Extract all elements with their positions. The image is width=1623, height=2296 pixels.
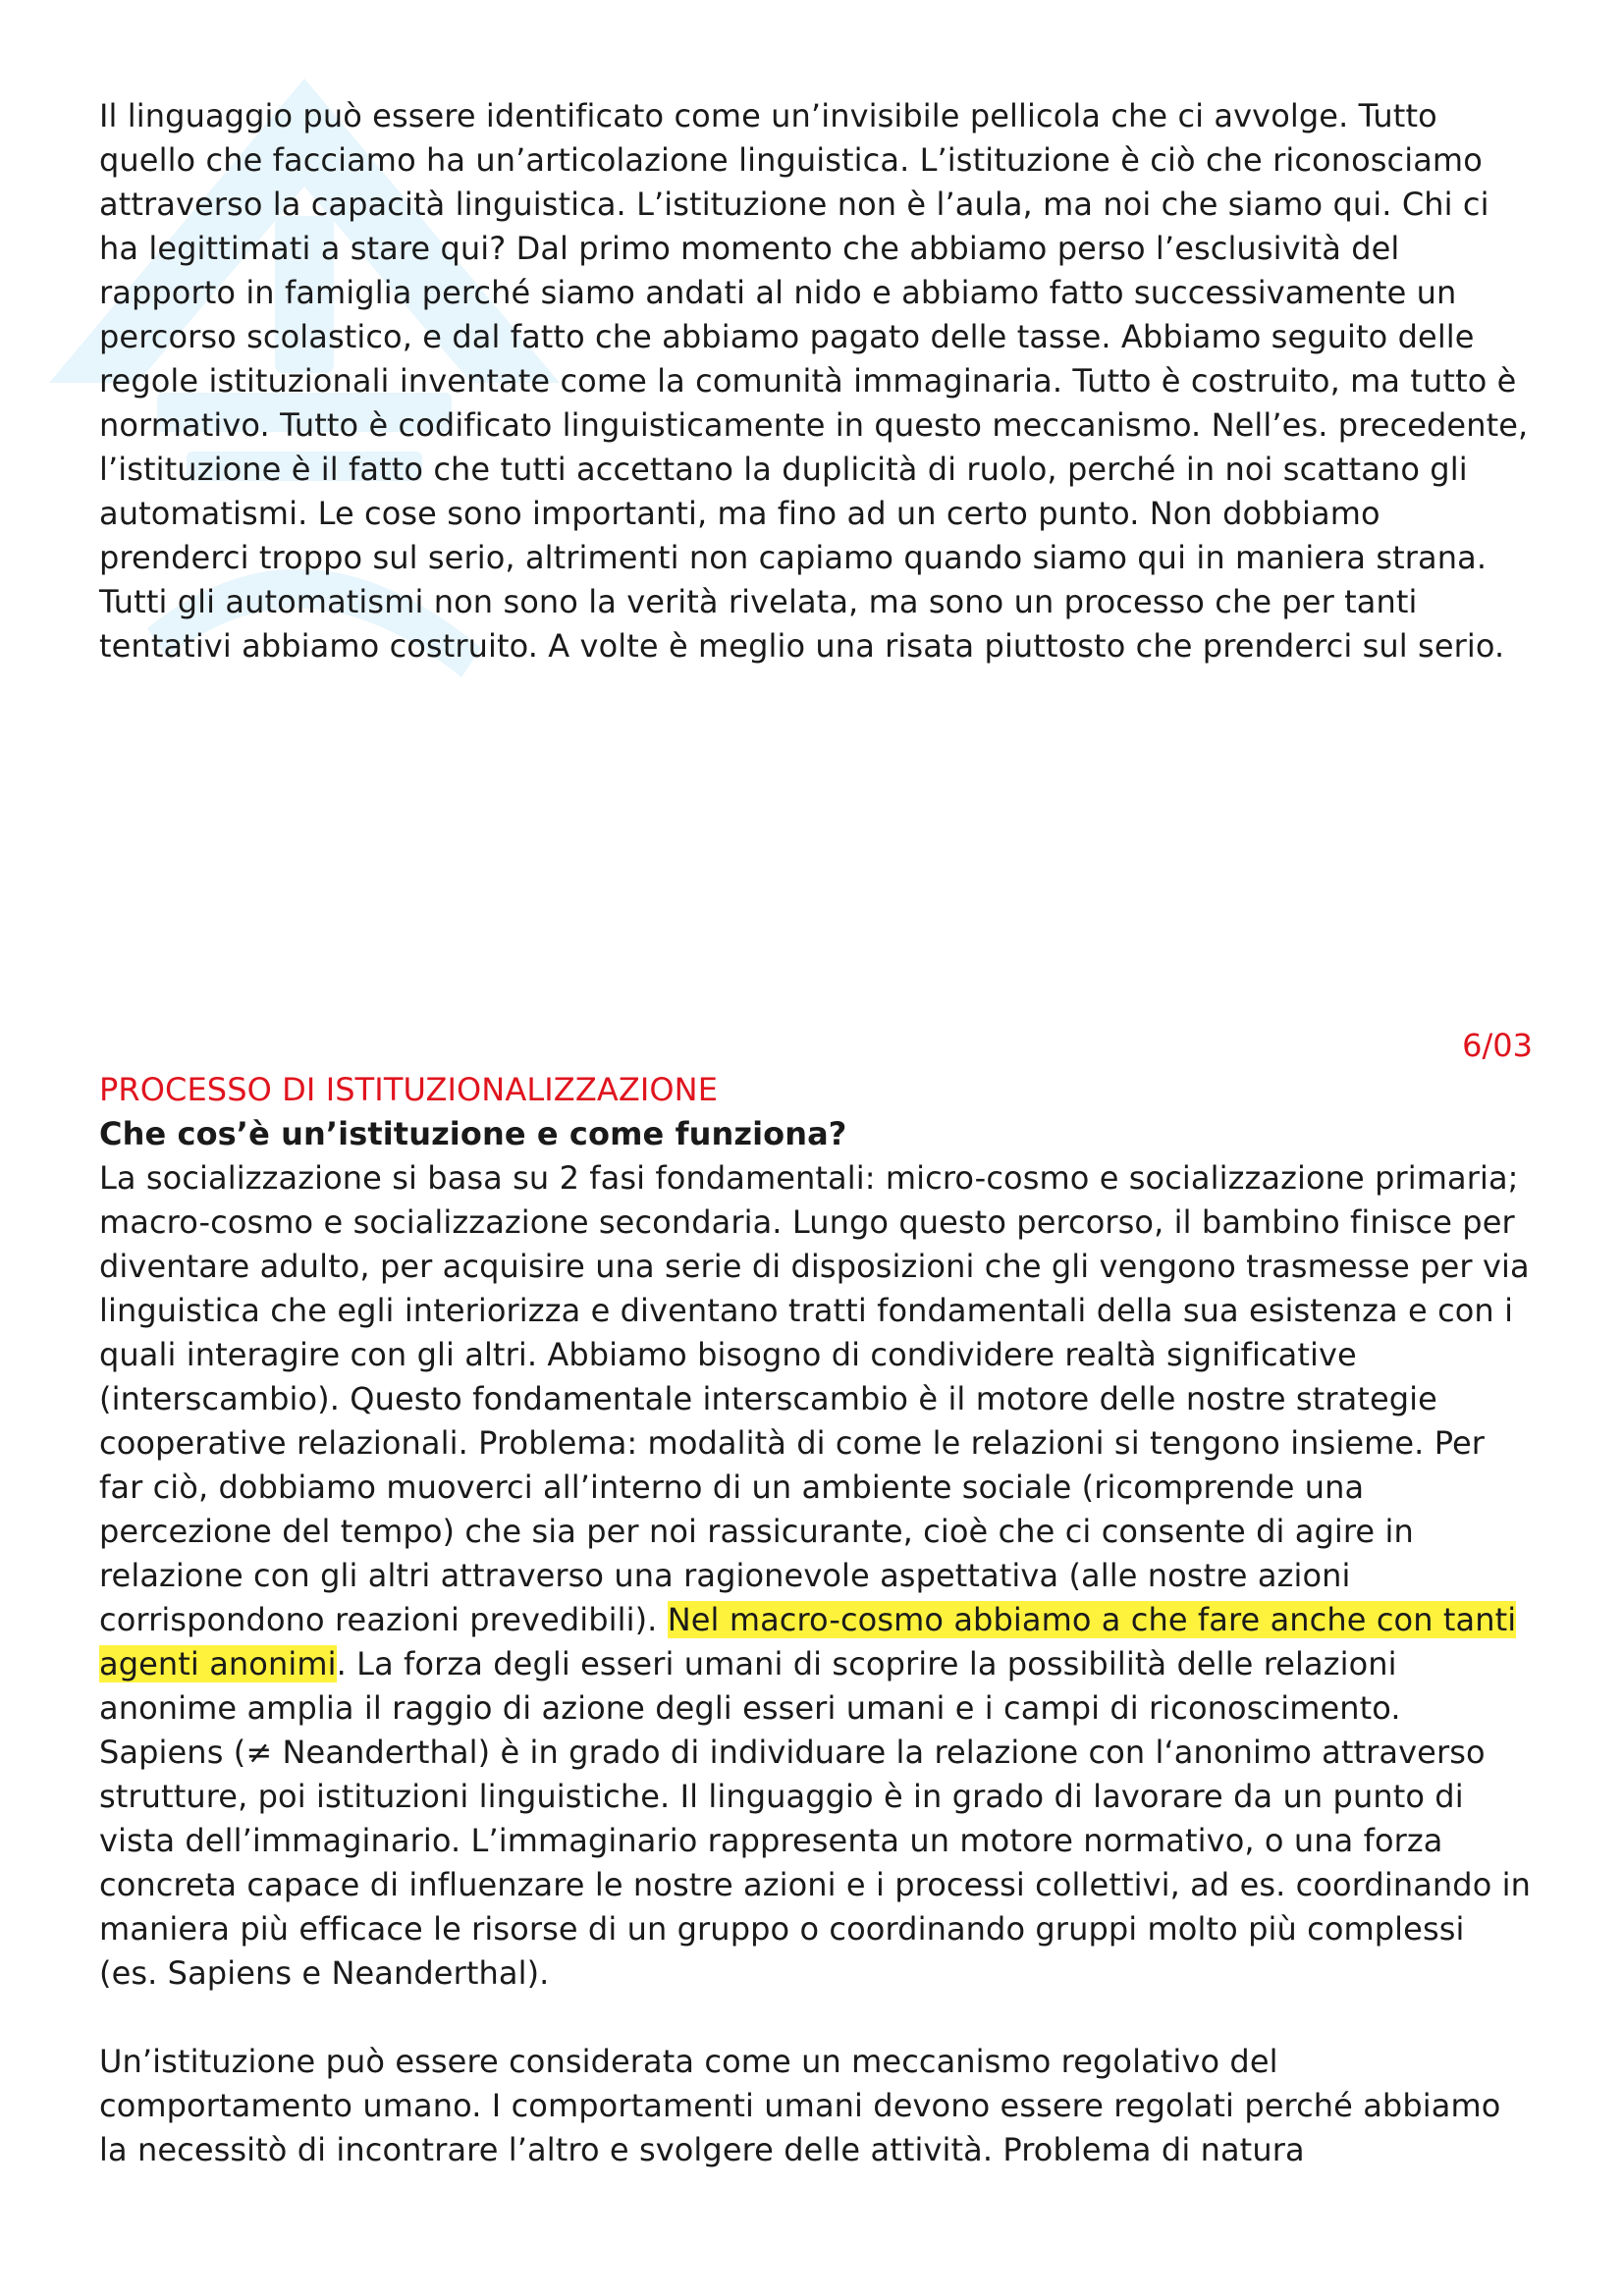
paragraph-gap: [99, 1996, 1533, 2040]
section-institutionalization: [99, 1068, 1533, 2172]
section-paragraph-1: [99, 1156, 1533, 1996]
intro-paragraph: [99, 94, 1533, 668]
section-title: PROCESSO DI ISTITUZIONALIZZAZIONE: [99, 1071, 719, 1108]
intro-text: Il linguaggio può essere identificato come un’invisibile pellicola che ci avvolge. Tutto quello che facciamo ha un’articolazione linguistica. L’istituzione è ciò che riconosciamo attraverso la capacità linguistica. L’istituzione non è l’aula, ma noi che siamo qui. Chi ci ha legittimati a stare qui? Dal primo momento che abbiamo perso l’esclusività del rapporto in famiglia perché siamo andati al nido e abbiamo fatto successivamente un percorso scolastico, e dal fatto che abbiamo pagato delle tasse. Abbiamo seguito delle regole istituzionali inventate come la comunità immaginaria. Tutto è costruito, ma tutto è normativo. Tutto è codificato linguisticamente in questo meccanismo. Nell’es. precedente, l’istituzione è il fatto che tutti accettano la duplicità di ruolo, perché in noi scattano gli automatismi. Le cose sono importanti, ma fino ad un certo punto. Non dobbiamo prenderci troppo sul serio, altrimenti non capiamo quando siamo qui in maniera strana. Tutti gli automatismi non sono la verità rivelata, ma sono un processo che per tanti tentativi abbiamo costruito. A volte è meglio una risata piuttosto che prenderci sul serio.: [99, 97, 1529, 665]
paragraph-1-text-before: La socializzazione si basa su 2 fasi fondamentali: micro-cosmo e socializzazione primaria; macro-cosmo e socializzazione secondaria. Lungo questo percorso, il bambino finisce per diventare adulto, per acquisire una serie di disposizioni che gli vengono trasmesse per via linguistica che egli interiorizza e diventano tratti fondamentali della sua esistenza e con i quali interagire con gli altri. Abbiamo bisogno di condividere realtà significative (interscambio). Questo fondamentale interscambio è il motore delle nostre strategie cooperative relazionali. Problema: modalità di come le relazioni si tengono insieme. Per far ciò, dobbiamo muoverci all’interno di un ambiente sociale (ricomprende una percezione del tempo) che sia per noi rassicurante, cioè che ci consente di agire in relazione con gli altri attraverso una ragionevole aspettativa (alle nostre azioni corrispondono reazioni prevedibili).: [99, 1159, 1530, 1638]
section-question: Che cos’è un’istituzione e come funziona?: [99, 1115, 847, 1152]
paragraph-1-text-after: . La forza degli esseri umani di scoprire la possibilità delle relazioni anonime amplia il raggio di azione degli esseri umani e i campi di riconoscimento. Sapiens (≠ Neanderthal) è in grado di individuare la relazione con l‘anonimo attraverso strutture, poi istituzioni linguistiche. Il linguaggio è in grado di lavorare da un punto di vista dell’immaginario. L’immaginario rappresenta un motore normativo, o una forza concreta capace di influenzare le nostre azioni e i processi collettivi, ad es. coordinando in maniera più efficace le risorse di un gruppo o coordinando gruppi molto più complessi (es. Sapiens e Neanderthal).: [99, 1645, 1532, 1992]
highlighted-text: Nel macro-cosmo abbiamo a che fare anche con tanti agenti anonimi: [99, 1601, 1517, 1682]
section-paragraph-2: Un’istituzione può essere considerata come un meccanismo regolativo del comportamento umano. I comportamenti umani devono essere regolati perché abbiamo la necessitò di incontrare l’altro e svolgere delle attività. Problema di natura: [99, 2043, 1501, 2168]
lecture-date: 6/03: [1462, 1027, 1533, 1064]
